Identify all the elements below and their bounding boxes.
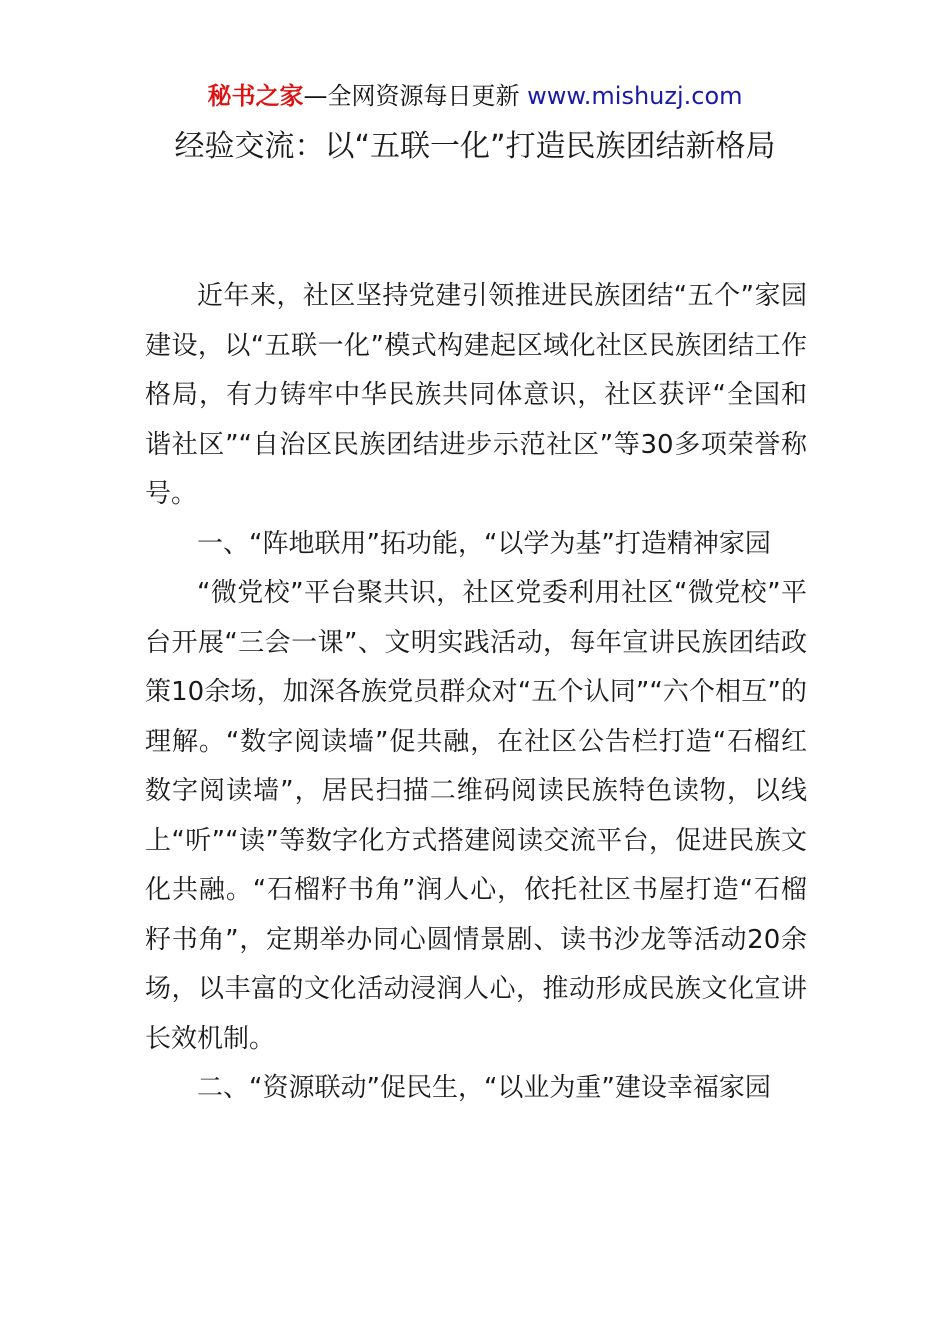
site-slogan: —全网资源每日更新: [303, 82, 528, 110]
document-title: 经验交流：以“五联一化”打造民族团结新格局: [174, 129, 776, 164]
paragraph-section-1: “微党校”平台聚共识，社区党委利用社区“微党校”平台开展“三会一课”、文明实践活动，每年宣讲民族团结政策10余场，加深各族党员群众对“五个认同”“六个相互”的理解。“数字阅读墙”促共融，在社区公告栏打造“石榴红数字阅读墙”，居民扫描二维码阅读民族特色读物，以线上“听”“读”等数字化方式搭建阅读交流平台，促进民族文化共融。“石榴籽书角”润人心，依托社区书屋打造“石榴籽书角”，定期举办同心圆情景剧、读书沙龙等活动20余场，以丰富的文化活动浸润人心，推动形成民族文化宣讲长效机制。: [145, 578, 807, 1054]
section-heading-1: 一、“阵地联用”拓功能，“以学为基”打造精神家园: [197, 528, 771, 559]
site-brand: 秘书之家: [207, 82, 304, 110]
document-body: [145, 272, 807, 1114]
section-heading-2: 二、“资源联动”促民生，“以业为重”建设幸福家园: [197, 1073, 771, 1103]
site-header: [0, 80, 950, 112]
paragraph-intro: 近年来，社区坚持党建引领推进民族团结“五个”家园建设，以“五联一化”模式构建起区域化社区民族团结工作格局，有力铸牢中华民族共同体意识，社区获评“全国和谐社区”“自治区民族团结进步示范社区”等30多项荣誉称号。: [145, 281, 807, 509]
site-url-link[interactable]: www.mishuzj.com: [527, 82, 743, 110]
